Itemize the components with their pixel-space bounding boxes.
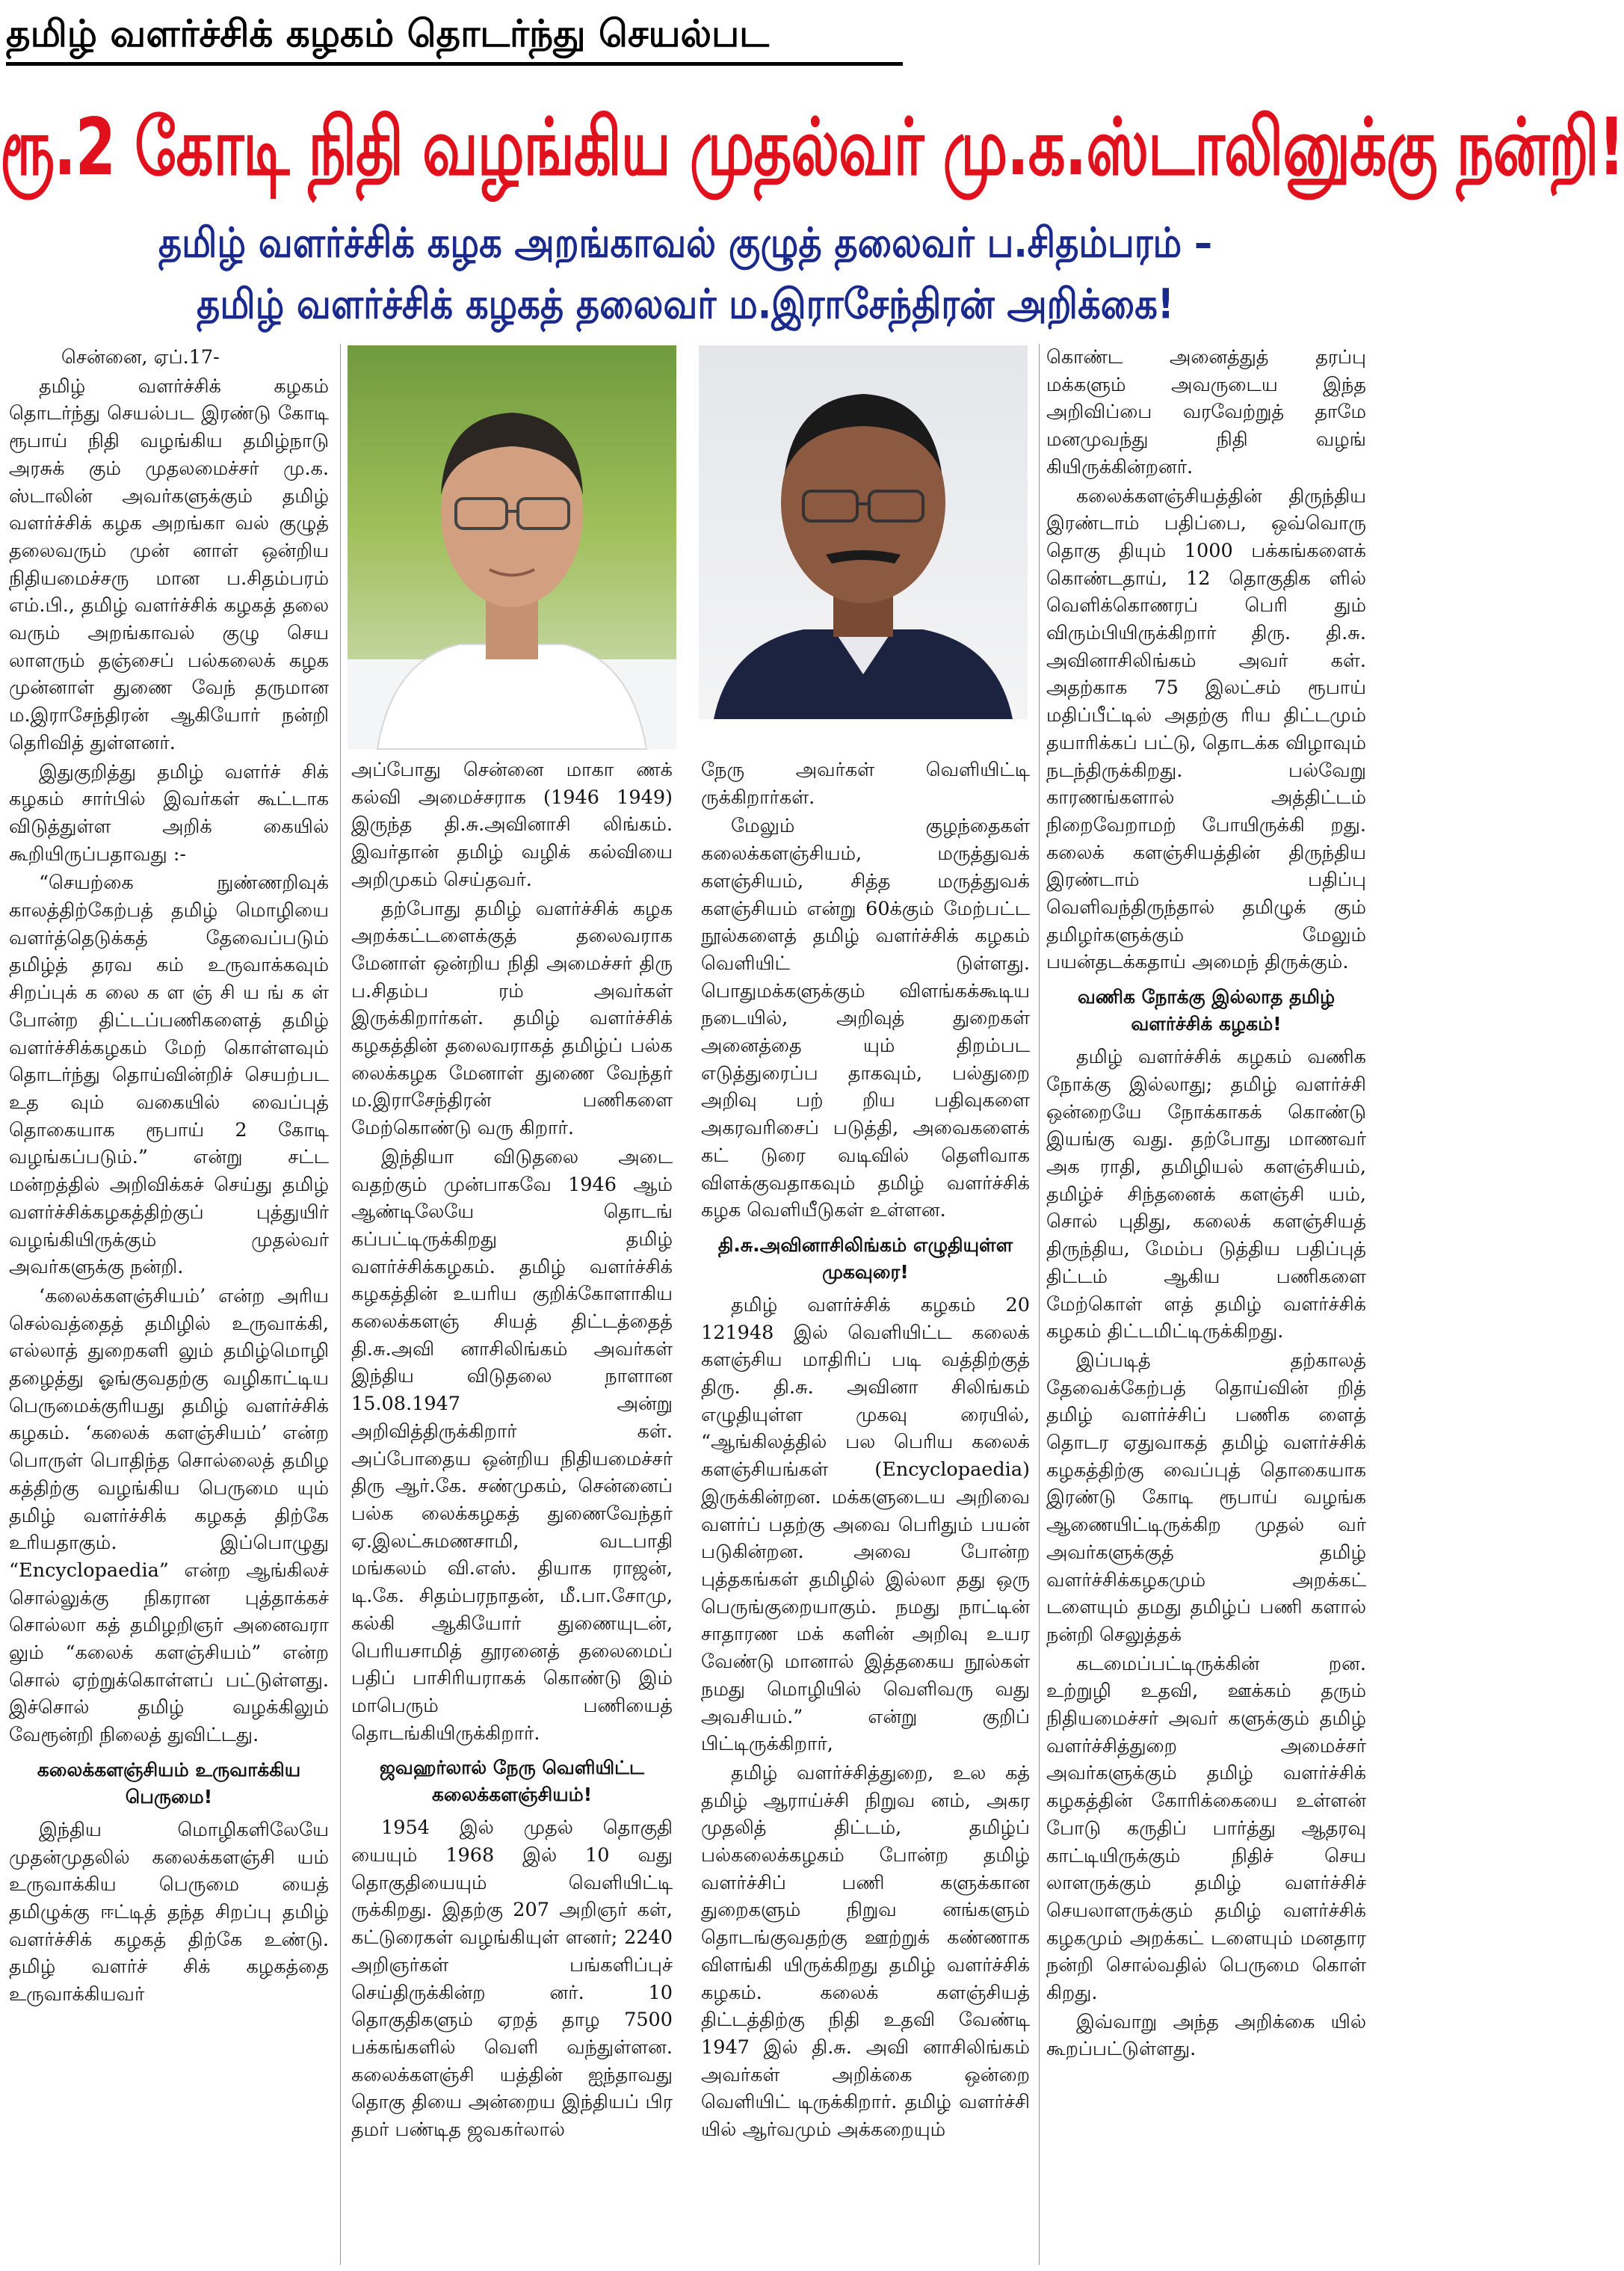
paragraph: இந்திய மொழிகளிலேயே முதன்முதலில் கலைக்களஞ்சி யம் உருவாக்கிய பெருமை யைத் தமிழுக்கு ஈட்டித் தந்த சிறப்பு தமிழ் வளர்ச்சிக் கழகத் திற்கே உண்டு. தமிழ் வளர்ச் சிக் கழகத்தை உருவாக்கியவர் <box>9 1818 329 2006</box>
paragraph: ‘கலைக்களஞ்சியம்’ என்ற அரிய செல்வத்தைத் தமிழில் உருவாக்கி, எல்லாத் துறைகளி லும் தமிழ்மொழி தழைத்து ஓங்குவதற்கு வழிகாட்டிய பெருமைக்குரியது தமிழ் வளர்ச்சிக் கழகம். ‘கலைக் களஞ்சியம்’ என்ற பொருள் பொதிந்த சொல்லைத் தமிழ கத்திற்கு வழங்கிய பெருமை யும் தமிழ் வளர்ச்சிக் கழகத் திற்கே உரியதாகும். இப்பொழுது “Encyclopaedia” என்ற ஆங்கிலச் சொல்லுக்கு நிகரான புத்தாக்கச் சொல்லா கத் தமிழறிஞர் அனைவரா லும் “கலைக் களஞ்சியம்” என்ற சொல் ஏற்றுக்கொள்ளப் பட்டுள்ளது. இச்சொல் தமிழ் வழக்கிலும் வேரூன்றி நிலைத் துவிட்டது. <box>9 1284 329 1747</box>
paragraph: கலைக்களஞ்சியத்தின் திருந்திய இரண்டாம் பதிப்பை, ஒவ்வொரு தொகு தியும் 1000 பக்கங்களைக் கொண்டதாய், 12 தொகுதிக ளில் வெளிக்கொணரப் பெரி தும் விரும்பியிருக்கிறார் திரு. தி.சு. அவினாசிலிங்கம் அவர் கள். அதற்காக 75 இலட்சம் ரூபாய் மதிப்பீட்டில் அதற்கு ரிய திட்டமும் தயாரிக்கப் பட்டு, தொடக்க விழாவும் நடந்திருக்கிறது. பல்வேறு காரணங்களால் அத்திட்டம் நிறைவேறாமற் போயிருக்கி றது. கலைக் களஞ்சியத்தின் திருந்திய இரண்டாம் பதிப்பு வெளிவந்திருந்தால் தமிழுக் கும் தமிழர்களுக்கும் மேலும் பயன்தடக்கதாய் அமைந் திருக்கும். <box>1046 484 1366 974</box>
paragraph: இதுகுறித்து தமிழ் வளர்ச் சிக் கழகம் சார்பில் இவர்கள் கூட்டாக விடுத்துள்ள அறிக் கையில் கூறியிருப்பதாவது :- <box>9 760 329 866</box>
section-heading: தி.சு.அவினாசிலிங்கம் எழுதியுள்ள முகவுரை! <box>717 1233 1013 1283</box>
section-heading: வணிக நோக்கு இல்லாத தமிழ் வளர்ச்சிக் கழகம்! <box>1077 986 1336 1035</box>
paragraph: தமிழ் வளர்ச்சிக் கழகம் தொடர்ந்து செயல்பட இரண்டு கோடி ரூபாய் நிதி வழங்கிய தமிழ்நாடு அரசுக் கும் முதலமைச்சர் மு.க. ஸ்டாலின் அவர்களுக்கும் தமிழ் வளர்ச்சிக் கழக அறங்கா வல் குழுத் தலைவரும் முன் னாள் ஒன்றிய நிதியமைச்சரு மான ப.சிதம்பரம் எம்.பி., தமிழ் வளர்ச்சிக் கழகத் தலை வரும் அறங்காவல் குழு செய லாளரும் தஞ்சைப் பல்கலைக் கழக முன்னாள் துணை வேந் தருமான ம.இராசேந்திரன் ஆகியோர் நன்றி தெரிவித் துள்ளனர். <box>9 375 329 754</box>
subheadline-line-2: தமிழ் வளர்ச்சிக் கழகத் தலைவர் ம.இராசேந்திரன் அறிக்கை! <box>197 280 1174 329</box>
portrait-photo-left <box>348 345 676 749</box>
paragraph: இவ்வாறு அந்த அறிக்கை யில் கூறப்பட்டுள்ளது. <box>1046 2010 1366 2061</box>
portrait-photo-right <box>699 345 1028 719</box>
paragraph: தமிழ் வளர்ச்சிக் கழகம் 20 121948 இல் வெளியிட்ட கலைக் களஞ்சிய மாதிரிப் படி வத்திற்குத் திரு. தி.சு. அவினா சிலிங்கம் எழுதியுள்ள முகவு ரையில், “ஆங்கிலத்தில் பல பெரிய கலைக் களஞ்சியங்கள் (Encyclopaedia) இருக்கின்றன. மக்களுடைய அறிவை வளர்ப் பதற்கு அவை பெரிதும் பயன் படுகின்றன. அவை போன்ற புத்தகங்கள் தமிழில் இல்லா தது ஒரு பெருங்குறையாகும். நமது நாட்டின் சாதாரண மக் களின் அறிவு உயர வேண்டு மானால் இத்தகைய நூல்கள் நமது மொழியில் வெளிவரு வது அவசியம்.” என்று குறிப் பிட்டிருக்கிறார், <box>701 1293 1030 1756</box>
paragraph: தற்போது தமிழ் வளர்ச்சிக் கழக அறக்கட்டளைக்குத் தலைவராக மேனாள் ஒன்றிய நிதி அமைச்சர் திரு ப.சிதம்ப ரம் அவர்கள் இருக்கிறார்கள். தமிழ் வளர்ச்சிக் கழகத்தின் தலைவராகத் தமிழ்ப் பல்க லைக்கழக மேனாள் துணை வேந்தர் ம.இராசேந்திரன் பணிகளை மேற்கொண்டு வரு கிறார். <box>351 897 673 1140</box>
paragraph: மேலும் குழந்தைகள் கலைக்களஞ்சியம், மருத்துவக் களஞ்சியம், சித்த மருத்துவக் களஞ்சியம் என்று 60க்கும் மேற்பட்ட நூல்களைத் தமிழ் வளர்ச்சிக் கழகம் வெளியிட் டுள்ளது. பொதுமக்களுக்கும் விளங்கக்கூடிய நடையில், அறிவுத் துறைகள் அனைத்தை யும் திறம்பட எடுத்துரைப்ப தாகவும், பல்துறை அறிவு பற் றிய பதிவுகளை அகரவரிசைப் படுத்தி, அவைகளைக் கட் டுரை வடிவில் தெளிவாக விளக்குவதாகவும் தமிழ் வளர்ச்சிக் கழக வெளியீடுகள் உள்ளன. <box>701 815 1030 1222</box>
paragraph: நேரு அவர்கள் வெளியிட்டி ருக்கிறார்கள். <box>701 759 1030 809</box>
paragraph: கடமைப்பட்டிருக்கின் றன. உற்றுழி உதவி, ஊக்கம் தரும் நிதியமைச்சர் அவர் களுக்கும் தமிழ் வளர்ச்சித்துறை அமைச்சர் அவர்களுக்கும் தமிழ் வளர்ச்சிக் கழகத்தின் கோரிக்கையை உள்ளன் போடு கருதிப் பார்த்து ஆதரவு காட்டியிருக்கும் நிதிச் செய லாளருக்கும் தமிழ் வளர்ச்சிச் செயலாளருக்கும் தமிழ் வளர்ச்சிக் கழகமும் அறக்கட் டளையும் மனதார நன்றி சொல்வதில் பெருமை கொள் கிறது. <box>1046 1652 1366 2005</box>
paragraph: அப்போது சென்னை மாகா ணக் கல்வி அமைச்சராக (1946 1949) இருந்த தி.சு.அவினாசி லிங்கம். இவர்தான் தமிழ் வழிக் கல்வியை அறிமுகம் செய்தவர். <box>351 759 673 891</box>
paragraph: தமிழ் வளர்ச்சித்துறை, உல கத் தமிழ் ஆராய்ச்சி நிறுவ னம், அகர முதலித் திட்டம், தமிழ்ப் பல்கலைக்கழகம் போன்ற தமிழ் வளர்ச்சிப் பணி களுக்கான துறைகளும் நிறுவ னங்களும் தொடங்குவதற்கு ஊற்றுக் கண்ணாக விளங்கி யிருக்கிறது தமிழ் வளர்ச்சிக் கழகம். கலைக் களஞ்சியத் திட்டத்திற்கு நிதி உதவி வேண்டி 1947 இல் தி.சு. அவி னாசிலிங்கம் அவர்கள் அறிக்கை ஒன்றை வெளியிட் டிருக்கிறார். தமிழ் வளர்ச்சி யில் ஆர்வமும் அக்கறையும் <box>701 1761 1030 2142</box>
article-column-3 <box>701 757 1030 2271</box>
column-divider <box>340 344 341 2265</box>
person-portrait-icon <box>348 345 676 749</box>
dateline: சென்னை, ஏப்.17- <box>61 346 220 369</box>
paragraph: இந்தியா விடுதலை அடை வதற்கும் முன்பாகவே 1946 ஆம் ஆண்டிலேயே தொடங் கப்பட்டிருக்கிறது தமிழ் வளர்ச்சிக்கழகம். தமிழ் வளர்ச்சிக் கழகத்தின் உயரிய குறிக்கோளாகிய கலைக்களஞ் சியத் திட்டத்தைத் தி.சு.அவி னாசிலிங்கம் அவர்கள் இந்திய விடுதலை நாளான 15.08.1947 அன்று அறிவித்திருக்கிறார் கள். அப்போதைய ஒன்றிய நிதியமைச்சர் திரு ஆர்.கே. சண்முகம், சென்னைப் பல்க லைக்கழகத் துணைவேந்தர் ஏ.இலட்சுமணசாமி, வடபாதி மங்கலம் வி.எஸ். தியாக ராஜன், டி.கே. சிதம்பரநாதன், மீ.பா.சோமு, கல்கி ஆகியோர் துணையுடன், பெரியசாமித் தூரனைத் தலைமைப் பதிப் பாசிரியராகக் கொண்டு இம் மாபெரும் பணியைத் தொடங்கியிருக்கிறார். <box>351 1145 673 1745</box>
paragraph: இப்படித் தற்காலத் தேவைக்கேற்பத் தொய்வின் றித் தமிழ் வளர்ச்சிப் பணிக ளைத் தொடர ஏதுவாகத் தமிழ் வளர்ச்சிக் கழகத்திற்கு வைப்புத் தொகையாக இரண்டு கோடி ரூபாய் வழங்க ஆணையிட்டிருக்கிற முதல் வர் அவர்களுக்குத் தமிழ் வளர்ச்சிக்கழகமும் அறக்கட் டளையும் தமது தமிழ்ப் பணி களால் நன்றி செலுத்தக் <box>1046 1349 1366 1646</box>
kicker-headline: தமிழ் வளர்ச்சிக் கழகம் தொடர்ந்து செயல்பட <box>6 7 903 66</box>
subheadline-line-1: தமிழ் வளர்ச்சிக் கழக அறங்காவல் குழுத் தலைவர் ப.சிதம்பரம் – <box>158 218 1213 268</box>
person-portrait-icon <box>699 345 1028 719</box>
article-column-2 <box>351 757 673 2271</box>
paragraph: தமிழ் வளர்ச்சிக் கழகம் வணிக நோக்கு இல்லாது; தமிழ் வளர்ச்சி ஒன்றையே நோக்காகக் கொண்டு இயங்கு வது. தற்போது மாணவர் அக ராதி, தமிழியல் களஞ்சியம், தமிழ்ச் சிந்தனைக் களஞ்சி யம், சொல் புதிது, கலைக் களஞ்சியத் திருந்திய, மேம்ப டுத்திய பதிப்புத் திட்டம் ஆகிய பணிகளை மேற்கொள் ளத் தமிழ் வளர்ச்சிக் கழகம் திட்டமிட்டிருக்கிறது. <box>1046 1046 1366 1343</box>
article-column-1 <box>9 344 329 2271</box>
section-heading: ஜவஹர்லால் நேரு வெளியிட்ட கலைக்களஞ்சியம்! <box>380 1757 644 1806</box>
paragraph: 1954 இல் முதல் தொகுதி யையும் 1968 இல் 10 வது தொகுதியையும் வெளியிட்டி ருக்கிறது. இதற்கு 207 அறிஞர் கள், கட்டுரைகள் வழங்கியுள் ளனர்; 2240 அறிஞர்கள் பங்களிப்புச் செய்திருக்கின்ற னர். 10 தொகுதிகளும் ஏறத் தாழ 7500 பக்கங்களில் வெளி வந்துள்ளன. கலைக்களஞ்சி யத்தின் ஐந்தாவது தொகு தியை அன்றைய இந்தியப் பிர தமர் பண்டித ஜவகர்லால் <box>351 1817 673 2142</box>
section-heading: கலைக்களஞ்சியம் உருவாக்கிய பெருமை! <box>37 1758 301 1808</box>
paragraph: “செயற்கை நுண்ணறிவுக் காலத்திற்கேற்பத் தமிழ் மொழியை வளர்த்தெடுக்கத் தேவைப்படும் தமிழ்த் தரவ கம் உருவாக்கவும் சிறப்புக் க லை க ள ஞ் சி ய ங் க ள் போன்ற திட்டப்பணிகளைத் தமிழ் வளர்ச்சிக்கழகம் மேற் கொள்ளவும் தொடர்ந்து தொய்வின்றிச் செயற்பட உத வும் வகையில் வைப்புத் தொகையாக ரூபாய் 2 கோடி வழங்கப்படும்.” என்று சட்ட மன்றத்தில் அறிவிக்கச் செய்து தமிழ் வளர்ச்சிக்கழகத்திற்குப் புத்துயிர் வழங்கியிருக்கும் முதல்வர் அவர்களுக்கு நன்றி. <box>9 872 329 1279</box>
column-divider <box>1039 344 1040 2265</box>
main-headline: ரூ.2 கோடி நிதி வழங்கிய முதல்வர் மு.க.ஸ்டாலினுக்கு நன்றி! <box>0 102 1624 194</box>
paragraph: கொண்ட அனைத்துத் தரப்பு மக்களும் அவருடைய இந்த அறிவிப்பை வரவேற்றுத் தாமே மனமுவந்து நிதி வழங் கியிருக்கின்றனர். <box>1046 346 1366 478</box>
article-column-4 <box>1046 344 1366 2271</box>
